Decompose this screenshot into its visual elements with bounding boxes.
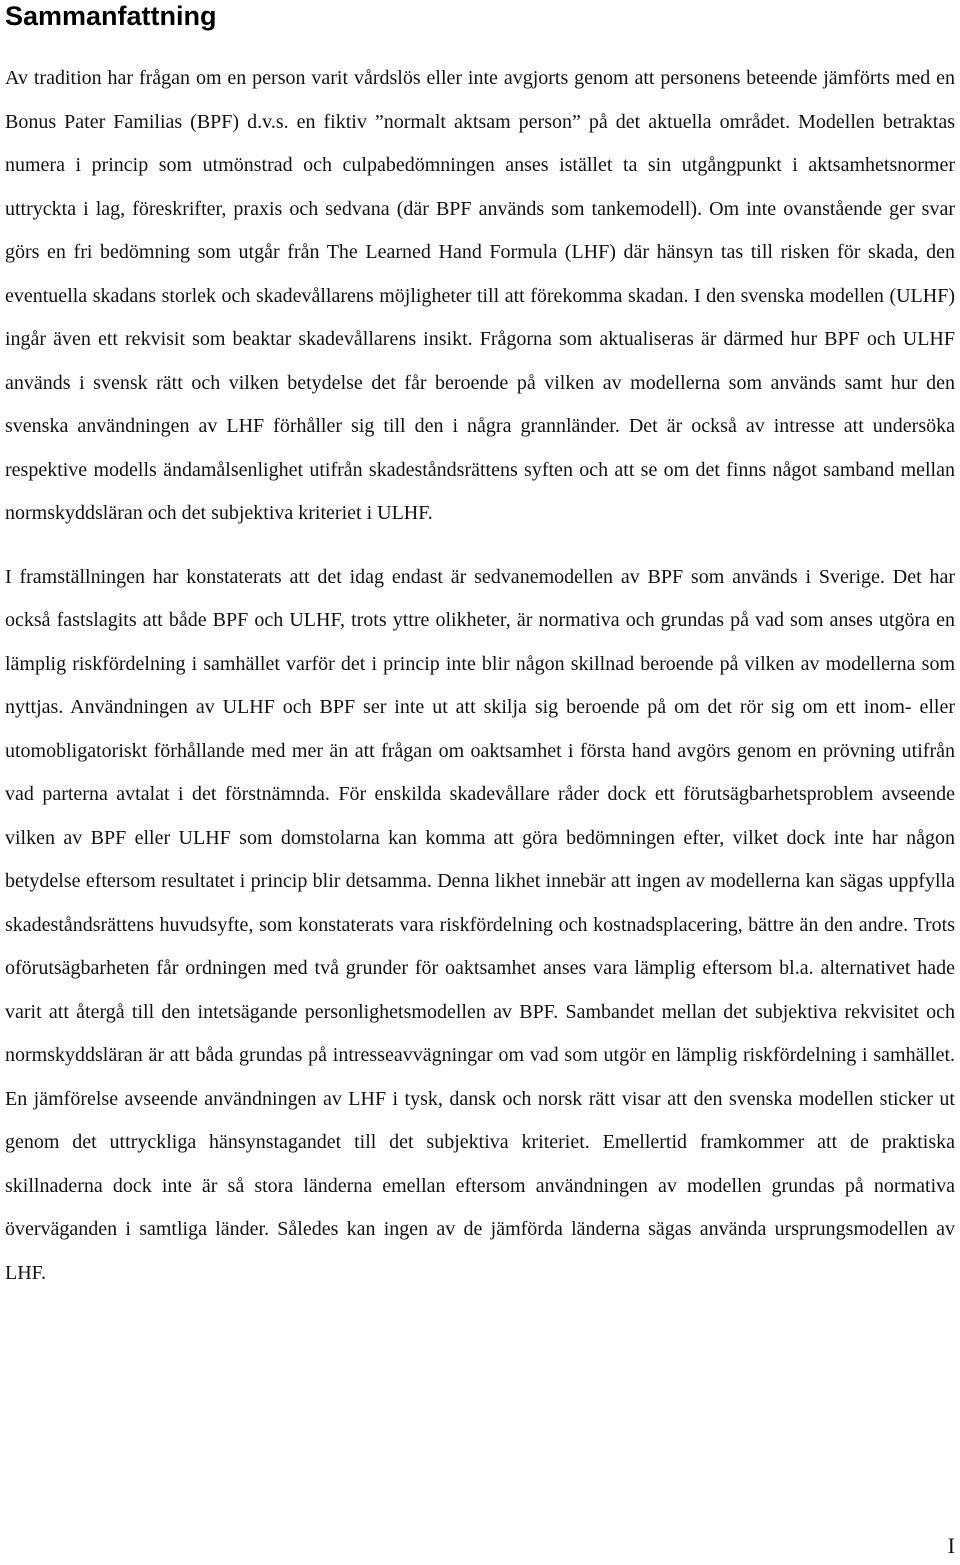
summary-paragraph-1: Av tradition har frågan om en person varit vårdslös eller inte avgjorts genom att personens beteende jämförts med en Bonus Pater Familias (BPF) d.v.s. en fiktiv ”normalt aktsam person” på det aktuella området. Modellen betraktas numera i princip som utmönstrad och culpabedömningen anses istället ta sin utgångpunkt i aktsamhetsnormer uttryckta i lag, föreskrifter, praxis och sedvana (där BPF används som tankemodell). Om inte ovanstående ger svar görs en fri bedömning som utgår från The Learned Hand Formula (LHF) där hänsyn tas till risken för skada, den eventuella skadans storlek och skadevållarens möjligheter till att förekomma skadan. I den svenska modellen (ULHF) ingår även ett rekvisit som beaktar skadevållarens insikt. Frågorna som aktualiseras är därmed hur BPF och ULHF används i svensk rätt och vilken betydelse det får beroende på vilken av modellerna som används samt hur den svenska användningen av LHF förhåller sig till den i några grannländer. Det är också av intresse att undersöka respektive modells ändamålsenlighet utifrån skadeståndsrättens syften och att se om det finns något samband mellan normskyddsläran och det subjektiva kriteriet i ULHF. [5,67,955,524]
page-title: Sammanfattning [5,1,217,31]
page-number: I [947,1533,955,1558]
summary-paragraph-2: I framställningen har konstaterats att det idag endast är sedvanemodellen av BPF som används i Sverige. Det har också fastslagits att både BPF och ULHF, trots yttre olikheter, är normativa och grundas på vad som anses utgöra en lämplig riskfördelning i samhället varför det i princip inte blir någon skillnad beroende på vilken av modellerna som nyttjas. Användningen av ULHF och BPF ser inte ut att skilja sig beroende på om det rör sig om ett inom- eller utomobligatoriskt förhållande med mer än att frågan om oaktsamhet i första hand avgörs genom en prövning utifrån vad parterna avtalat i det förstnämnda. För enskilda skadevållare råder dock ett förutsägbarhetsproblem avseende vilken av BPF eller ULHF som domstolarna kan komma att göra bedömningen efter, vilket dock inte har någon betydelse eftersom resultatet i princip blir detsamma. Denna likhet innebär att ingen av modellerna kan sägas uppfylla skadeståndsrättens huvudsyfte, som konstaterats vara riskfördelning och kostnadsplacering, bättre än den andre. Trots oförutsägbarheten får ordningen med två grunder för oaktsamhet anses vara lämplig eftersom bl.a. alternativet hade varit att återgå till den intetsägande personlighetsmodellen av BPF. Sambandet mellan det subjektiva rekvisitet och normskyddsläran är att båda grundas på intresseavvägningar om vad som utgör en lämplig riskfördelning i samhället. En jämförelse avseende användningen av LHF i tysk, dansk och norsk rätt visar att den svenska modellen sticker ut genom det uttryckliga hänsynstagandet till det subjektiva kriteriet. Emellertid framkommer att de praktiska skillnaderna dock inte är så stora länderna emellan eftersom användningen av modellen grundas på normativa överväganden i samtliga länder. Således kan ingen av de jämförda länderna sägas använda ursprungsmodellen av LHF. [5,565,955,1284]
document-page [5,0,955,1295]
